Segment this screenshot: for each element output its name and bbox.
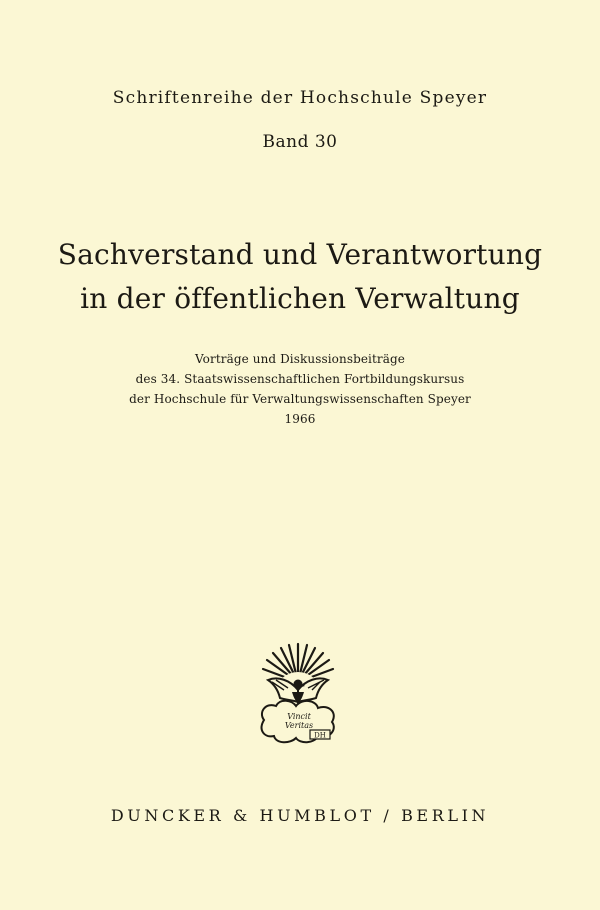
emblem-motto-line-1: Vincit <box>287 712 311 721</box>
eagle-head-icon <box>294 680 303 689</box>
emblem-motto-line-2: Veritas <box>284 721 314 730</box>
emblem-monogram: DH <box>314 731 326 740</box>
book-title-line-1: Sachverstand und Verantwortung <box>57 238 543 271</box>
publisher-name: DUNCKER & HUMBLOT / BERLIN <box>110 806 490 825</box>
subtitle-line-2: des 34. Staatswissenschaftlichen Fortbildungskursus <box>135 372 465 386</box>
subtitle-line-3: der Hochschule für Verwaltungswissenschaften Speyer <box>129 392 471 406</box>
publication-year: 1966 <box>284 412 316 426</box>
series-title: Schriftenreihe der Hochschule Speyer <box>112 88 488 108</box>
subtitle-line-1: Vorträge und Diskussionsbeiträge <box>195 352 405 366</box>
eagle-sun-emblem-icon <box>256 640 340 750</box>
book-title-line-2: in der öffentlichen Verwaltung <box>80 282 520 315</box>
volume-number: Band 30 <box>262 132 338 152</box>
